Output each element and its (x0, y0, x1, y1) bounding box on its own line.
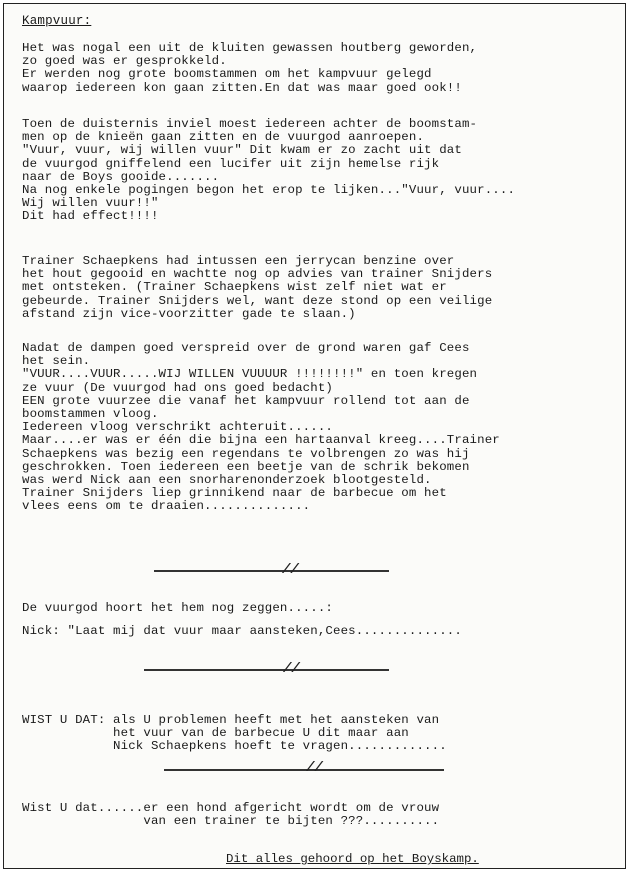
paragraph-1: Het was nogal een uit de kluiten gewassen houtberg geworden, zo goed was er gesprokkeld. Er werden nog grote boomstammen om het kampvuur gelegd waarop iedereen kon gaan zitten.En dat was maar goed ook!! (22, 41, 478, 95)
document-title: Kampvuur: (22, 14, 92, 28)
separator-line (164, 769, 444, 771)
separator-mark: // (283, 661, 300, 677)
wist-u-dat-1: WIST U DAT: als U problemen heeft met het aansteken van het vuur van de barbecue U dit maar aan Nick Schaepkens hoeft te vragen............. (22, 713, 447, 754)
paragraph-3: Trainer Schaepkens had intussen een jerrycan benzine over het hout gegooid en wachtte nog op advies van trainer Snijders met ontsteken. (Trainer Schaepkens wist zelf niet wat er gebeurde. Trainer Snijders wel, want deze stond op een veilige afstand zijn vice-voorzitter gade te slaan.) (22, 254, 493, 321)
document-page (3, 3, 626, 869)
signoff: Dit alles gehoord op het Boyskamp. (226, 852, 479, 866)
separator-line (144, 669, 389, 671)
separator-mark: // (306, 760, 323, 776)
quote-intro: De vuurgod hoort het hem nog zeggen.....: (22, 601, 334, 615)
separator-line (154, 570, 389, 572)
wist-u-dat-2: Wist U dat......er een hond afgericht wordt om de vrouw van een trainer te bijten ???.......... (22, 801, 440, 829)
quote-line: Nick: "Laat mij dat vuur maar aansteken,Cees.............. (22, 624, 462, 638)
separator-mark: // (282, 562, 299, 578)
paragraph-4: Nadat de dampen goed verspreid over de grond waren gaf Cees het sein. "VUUR....VUUR.....WIJ WILLEN VUUUUR !!!!!!!!" en toen kregen ze vuur (De vuurgod had ons goed bedacht) EEN grote vuurzee die vanaf het kampvuur rollend tot aan de boomstammen vloog. Iedereen vloog verschrikt achteruit...... Maar....er was er één die bijna een hartaanval kreeg....Trainer Schaepkens was bezig een regendans te volbrengen zo was hij geschrokken. Toen iedereen een beetje van de schrik bekomen was werd Nick aan een snorharenonderzoek blootgesteld. Trainer Snijders liep grinnikend naar de barbecue om het vlees eens om te draaien.............. (22, 341, 500, 514)
paragraph-2: Toen de duisternis inviel moest iedereen achter de boomstam- men op de knieën gaan zitten en de vuurgod aanroepen. "Vuur, vuur, wij willen vuur" Dit kwam er zo zacht uit dat de vuurgod gniffelend een lucifer uit zijn hemelse rijk naar de Boys gooide....... Na nog enkele pogingen begon het erop te lijken..."Vuur, vuur.... Wij willen vuur!!" Dit had effect!!!! (22, 117, 516, 224)
